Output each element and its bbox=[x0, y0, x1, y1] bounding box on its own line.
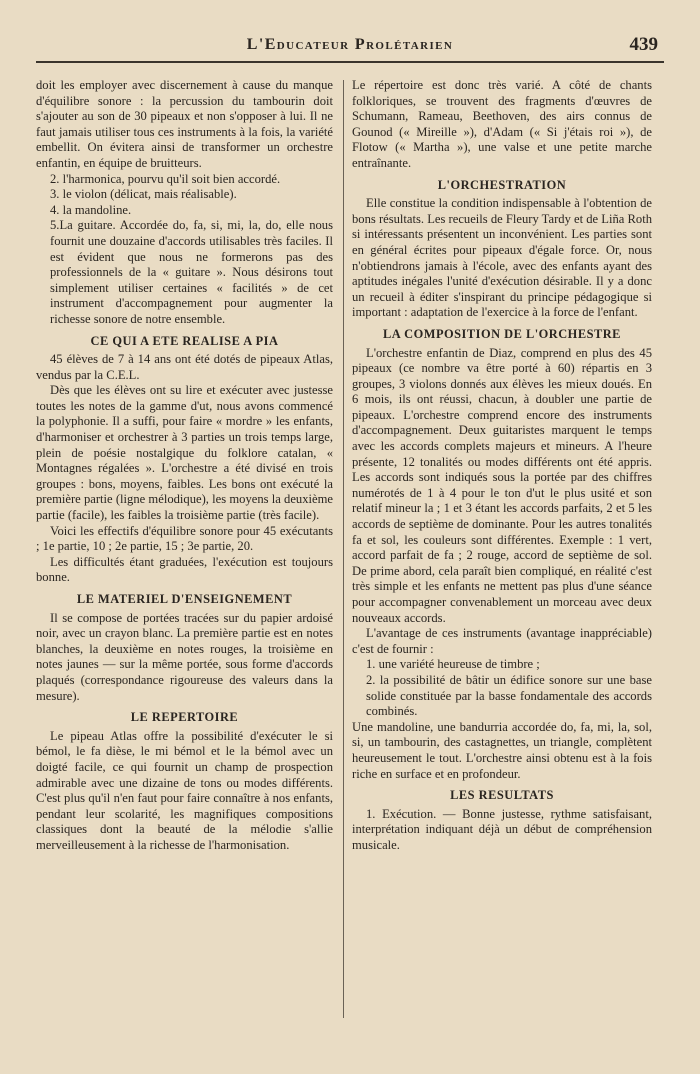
left-column bbox=[36, 78, 333, 854]
paragraph: Les difficultés étant graduées, l'exécution est toujours bonne. bbox=[36, 554, 333, 585]
paragraph: Le répertoire est donc très varié. A côté de chants folkloriques, se trouvent des fragments d'œuvres de Schumann, Rameau, Beethoven, des airs connus de Gounod (« Mireille »), d'Adam (« Si j'étais roi »), de Flotow (« Martha »), une valse et une petite marche entraînante. bbox=[352, 78, 652, 170]
list-item: 1. une variété heureuse de timbre ; bbox=[366, 657, 540, 672]
paragraph: 45 élèves de 7 à 14 ans ont été dotés de pipeaux Atlas, vendus par la C.E.L. bbox=[36, 352, 333, 382]
section-heading: LA COMPOSITION DE L'ORCHESTRE bbox=[383, 326, 621, 341]
paragraph: Dès que les élèves ont su lire et exécuter avec justesse toutes les notes de la gamme d'ut, nous avons commencé la polyphonie. Il a suffi, pour faire « mordre » les enfants, d'harmoniser et orchestrer à 3 parties un trois temps large, plein de poésie nostalgique du folklore catalan, « Montagnes régalées ». L'orchestre a été divisé en trois groupes : bons, moyens, faibles. Les bons ont exécuté la première partie (ligne mélodique), les moyens la deuxième partie (facile), les faibles la troisième partie (très facile). bbox=[36, 383, 333, 523]
paragraph: doit les employer avec discernement à cause du manque d'équilibre sonore : la percussion du tambourin doit s'ajouter au son de 30 pipeaux et non s'opposer à lui. Il ne faut jamais utiliser tous ces instruments à la fois, la variété embellit. On évitera ainsi de transformer un orchestre enfantin, en équipe de bruitteurs. bbox=[36, 78, 333, 170]
list-item: 4. la mandoline. bbox=[50, 202, 132, 217]
section-heading: LE REPERTOIRE bbox=[130, 710, 239, 725]
paragraph: Voici les effectifs d'équilibre sonore pour 45 exécutants ; 1e partie, 10 ; 2e partie, 15 ; 3e partie, 20. bbox=[36, 523, 333, 554]
paragraph: Une mandoline, une bandurria accordée do, fa, mi, la, sol, si, un tambourin, des castagnettes, un triangle, complètent heureusement le tout. L'orchestre ainsi obtenu est à la fois riche en surface et en profondeur. bbox=[352, 719, 652, 781]
list-item: 2. la possibilité de bâtir un édifice sonore sur une base solide constituée par la basse fondamentale des accords combinés. bbox=[366, 672, 652, 719]
section-heading: LES RESULTATS bbox=[450, 788, 554, 803]
page-header bbox=[36, 30, 664, 60]
page-number: 439 bbox=[629, 34, 658, 55]
list-item: 3. le violon (délicat, mais réalisable). bbox=[50, 187, 237, 202]
paragraph: Elle constitue la condition indispensable à l'obtention de bons résultats. Les recueils de Fleury Tardy et de Liña Roth si intéressants présentent un inconvénient. Les parties sont en général écrites pour pipeaux d'égale force. Or, nous n'obtiendrons jamais à l'école, avec des enfants ayant des aptitudes inégales l'unité d'exécution désirable. Il y a donc un recueil à éditer s'inspirant du principe pédagogique si important : adaptation de l'exercice à la force de l'enfant. bbox=[352, 196, 653, 320]
list-item: 2. l'harmonica, pourvu qu'il soit bien accordé. bbox=[50, 171, 281, 186]
paragraph: L'orchestre enfantin de Diaz, comprend en plus des 45 pipeaux (ce nombre va être porté à 60) répartis en 3 groupes, 3 violons donnés aux élèves les mieux doués. En 6 mois, ils ont réussi, chacun, à doubler une partie de pipeaux. L'orchestre comprend encore des instruments d'accompagnement. Deux guitaristes marquent le temps avec les accords complets majeurs et mineurs. A l'heure présente, 12 tonalités ou modes différents ont été appris. Les accords sont indiqués sous la portée par des chiffres numérotés de 1 à 4 pour le ton d'ut le plus usité et son relatif mineur la ; 1 et 3 étant les accords parfaits, 2 et 5 les accords de septième de dominante. Pour les autres tonalités fa et sol, les couleurs sont différentes. Exemple : 1 vert, accord parfait de fa ; 2 rouge, accord de septième de sol. De prime abord, cela paraît bien compliqué, en réalité c'est très simple et les enfants ne mettent pas plus d'une séance pour accompagner convenablement un morceau avec deux nouveaux accords. bbox=[352, 345, 652, 625]
column-divider bbox=[343, 80, 344, 1018]
paragraph: Le pipeau Atlas offre la possibilité d'exécuter le si bémol, le fa dièse, le mi bémol et le la bémol avec un doigté facile, ce qui fournit un champ de prospection admirable avec une dizaine de tons ou modes différents. C'est plus qu'il n'en faut pour faire connaître à nos enfants, pendant leur scolarité, les magnifiques compositions classiques dont la beauté de la mélodie s'allie merveilleusement à la richesse de l'harmonisation. bbox=[36, 728, 333, 852]
header-rule bbox=[36, 61, 664, 63]
section-heading: L'ORCHESTRATION bbox=[437, 177, 567, 192]
section-heading: CE QUI A ETE REALISE A PIA bbox=[90, 333, 279, 348]
right-column bbox=[352, 78, 652, 854]
running-title: L'Educateur Prolétarien bbox=[246, 36, 454, 53]
paragraph: Il se compose de portées tracées sur du papier ardoisé noir, avec un crayon blanc. La première partie est en notes blanches, la deuxième en notes rouges, la troisième en notes jaunes — sur la même portée, sous forme d'accords plaqués (correspondance rigoureuse des valeurs dans la mesure). bbox=[36, 610, 333, 703]
list-item: 5.La guitare. Accordée do, fa, si, mi, la, do, elle nous fournit une douzaine d'accords utilisables très faciles. Il est évident que nous ne formerons pas des professionnels de la « guitare ». Nous désirons tout simplement utiliser certaines « facilités » de cet instrument d'accompagnement pour augmenter la richesse sonore de notre ensemble. bbox=[50, 218, 333, 326]
section-heading: LE MATERIEL D'ENSEIGNEMENT bbox=[76, 592, 293, 606]
paragraph: L'avantage de ces instruments (avantage inappréciable) c'est de fournir : bbox=[352, 626, 652, 656]
paragraph: 1. Exécution. — Bonne justesse, rythme satisfaisant, interprétation indiquant déjà un début de compréhension musicale. bbox=[352, 806, 652, 852]
